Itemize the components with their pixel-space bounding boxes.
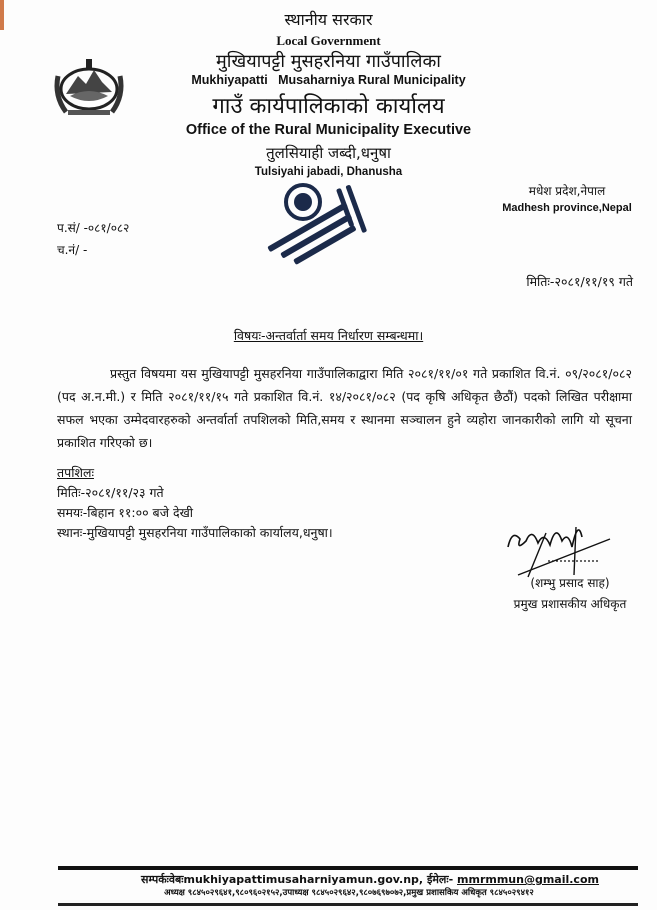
- patra-sankhya: प.सं/ -०८१/०८२: [57, 221, 130, 235]
- header-municipality-en: Mukhiyapatti Musaharniya Rural Municipality: [191, 73, 466, 87]
- footer-top-rule: [58, 866, 638, 870]
- details-block: [57, 463, 333, 543]
- subject-line: विषयः-अन्तर्वार्ता समय निर्धारण सम्बन्धमा।: [233, 328, 424, 343]
- header-office-en: Office of the Rural Municipality Executive: [185, 122, 472, 138]
- header-address-np: तुलसियाही जब्दी,धनुषा: [266, 144, 391, 162]
- signatory-name: (शम्भु प्रसाद साह): [530, 576, 610, 590]
- footer-bottom-rule: [58, 903, 638, 906]
- details-time: समयः-बिहान ११:०० बजे देखी: [57, 505, 194, 520]
- header-local-government-en: Local Government: [276, 33, 381, 48]
- province-np: मधेश प्रदेश,नेपाल: [528, 184, 606, 198]
- details-date: मितिः-२०८१/११/२३ गते: [57, 485, 164, 500]
- footer-email[interactable]: mmrmmun@gmail.com: [457, 873, 599, 886]
- letter-date: मितिः-२०८१/११/१९ गते: [526, 274, 633, 289]
- province-en: Madhesh province,Nepal: [502, 202, 632, 214]
- header-office-np: गाउँ कार्यपालिकाको कार्यालय: [212, 94, 445, 119]
- chalani-number: च.नं/ -: [57, 243, 88, 257]
- header-municipality-np: मुखियापट्टी मुसहरनिया गाउँपालिका: [216, 51, 441, 72]
- footer-phones: अध्यक्ष ९८४५०२९६४१,९८०९६०२१५२,उपाध्यक्ष ९८४५०२९६४२,९८०७६९७०७२,प्रमुख प्रशासकिय अधिकृत ९८४५०२९४१२: [164, 888, 534, 898]
- footer-website[interactable]: सम्पर्कःवेबःmukhiyapattimusaharniyamun.gov.np,: [141, 873, 424, 886]
- details-place: स्थानः-मुखियापट्टी मुसहरनिया गाउँपालिकाको कार्यालय,धनुषा।: [57, 525, 333, 540]
- province-block: [492, 182, 642, 214]
- body-paragraph: [57, 362, 632, 454]
- footer-contact: [120, 872, 620, 887]
- signature: [498, 517, 638, 582]
- header-address-en: Tulsiyahi jabadi, Dhanusha: [254, 166, 403, 178]
- body-text: प्रस्तुत विषयमा यस मुखियापट्टी मुसहरनिया गाउँपालिकाद्वारा मिति २०८१/११/०१ गते प्रकाशित वि.नं. ०९/२०८१/०८२ (पद अ.न.मी.) र मिति २०८१/११/१५ गते प्रकाशित वि.नं. १४/२०८१/०८२ (पद कृषि अधिकृत छैठौं) पदको लिखित परीक्षामा सफल भएका उम्मेदवारहरुको अन्तर्वार्ता तपशिलको मिति,समय र स्थानमा सञ्चालन हुने व्यहोरा जानकारीको लागि यो सूचना प्रकाशित गरिएको छ।: [57, 366, 632, 450]
- signatory-title: प्रमुख प्रशासकीय अधिकृत: [513, 597, 627, 611]
- office-stamp: [258, 180, 376, 268]
- header-local-government-np: स्थानीय सरकार: [284, 10, 373, 29]
- footer-email-label: ईमेलः-: [426, 873, 454, 886]
- details-title: तपशिलः: [57, 465, 94, 480]
